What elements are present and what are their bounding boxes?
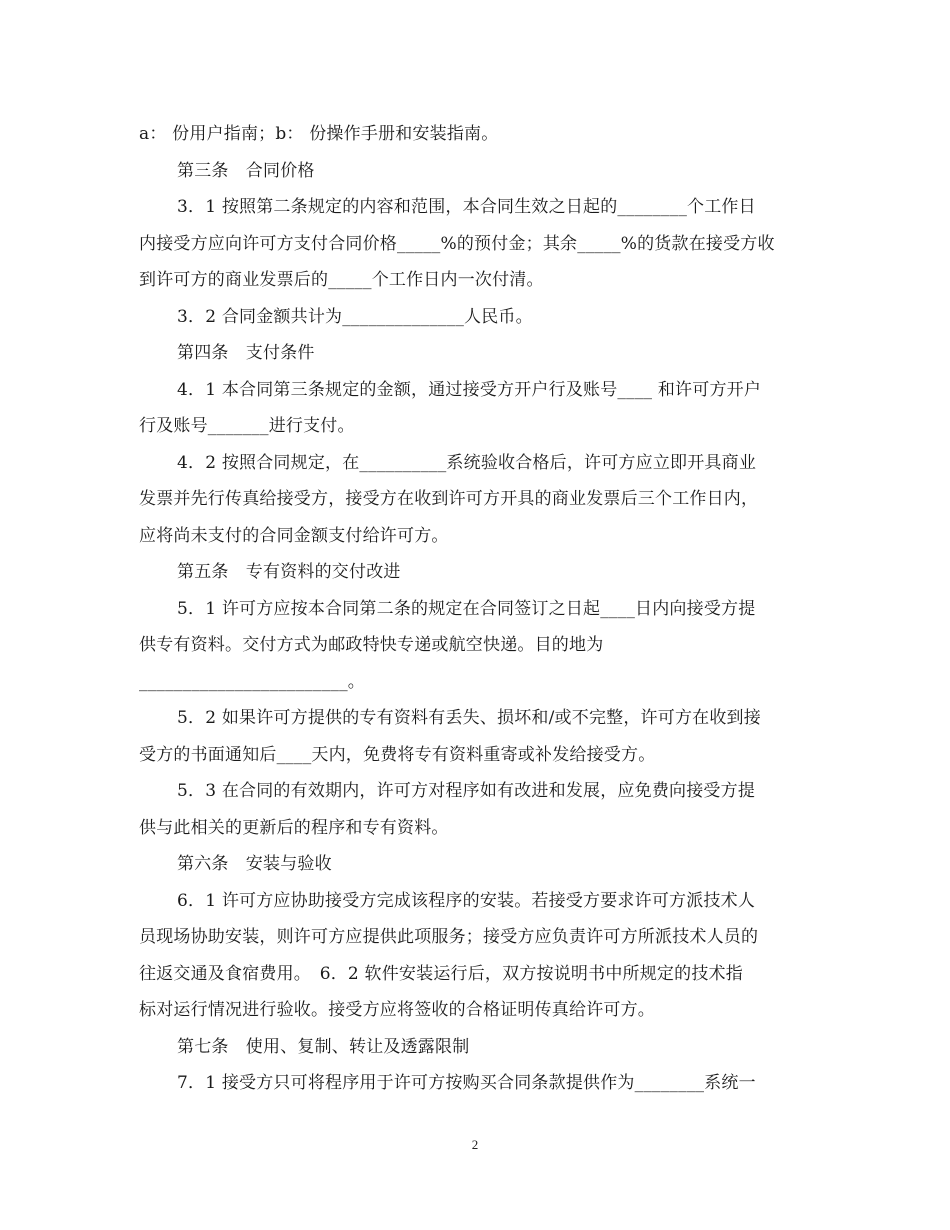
text-line: a： 份用户指南；b： 份操作手册和安装指南。: [139, 124, 499, 144]
text-line: 往返交通及食宿费用。 6．2 软件安装运行后，双方按说明书中所规定的技术指: [139, 963, 743, 984]
text-line: 员现场协助安装，则许可方应提供此项服务；接受方应负责许可方所派技术人员的: [139, 927, 759, 947]
text-line: 7．1 接受方只可将程序用于许可方按购买合同条款提供作为________系统一: [177, 1073, 756, 1093]
document-body: [139, 116, 819, 1102]
text-line: 4．1 本合同第三条规定的金额，通过接受方开户行及账号____ 和许可方开户: [177, 379, 762, 400]
text-line: 5．1 许可方应按本合同第二条的规定在合同签订之日起____日内向接受方提: [177, 598, 756, 619]
text-line: 第五条 专有资料的交付改进: [177, 562, 401, 582]
text-line: 行及账号_______进行支付。: [139, 416, 355, 436]
text-line: 受方的书面通知后____天内，免费将专有资料重寄或补发给接受方。: [139, 744, 656, 765]
text-line: 第六条 安装与验收: [177, 854, 332, 874]
text-line: 5．2 如果许可方提供的专有资料有丢失、损坏和/或不完整，许可方在收到接: [177, 708, 761, 728]
text-line: 第四条 支付条件: [177, 343, 315, 363]
text-line: 3．2 合同金额共计为______________人民币。: [177, 306, 533, 327]
text-line: ________________________。: [139, 671, 365, 692]
page-number: 2: [471, 1137, 479, 1152]
text-line: 5．3 在合同的有效期内，许可方对程序如有改进和发展，应免费向接受方提: [177, 781, 756, 801]
text-line: 发票并先行传真给接受方，接受方在收到许可方开具的商业发票后三个工作日内，: [139, 489, 759, 509]
text-line: 6．1 许可方应协助接受方完成该程序的安装。若接受方要求许可方派技术人: [177, 890, 756, 911]
text-line: 标对运行情况进行验收。接受方应将签收的合格证明传真给许可方。: [139, 1000, 655, 1020]
text-line: 第七条 使用、复制、转让及透露限制: [177, 1036, 470, 1057]
text-line: 到许可方的商业发票后的_____个工作日内一次付清。: [139, 270, 544, 290]
text-line: 3．1 按照第二条规定的内容和范围，本合同生效之日起的________个工作日: [177, 197, 756, 217]
text-line: 供专有资料。交付方式为邮政特快专递或航空快递。目的地为: [139, 635, 604, 655]
text-line: 第三条 合同价格: [177, 160, 315, 181]
text-line: 4．2 按照合同规定，在__________系统验收合格后，许可方应立即开具商业: [177, 452, 757, 473]
text-line: 供与此相关的更新后的程序和专有资料。: [139, 817, 449, 838]
text-line: 内接受方应向许可方支付合同价格_____%的预付金；其余_____%的货款在接受方收: [139, 233, 775, 254]
text-line: 应将尚未支付的合同金额支付给许可方。: [139, 525, 449, 546]
